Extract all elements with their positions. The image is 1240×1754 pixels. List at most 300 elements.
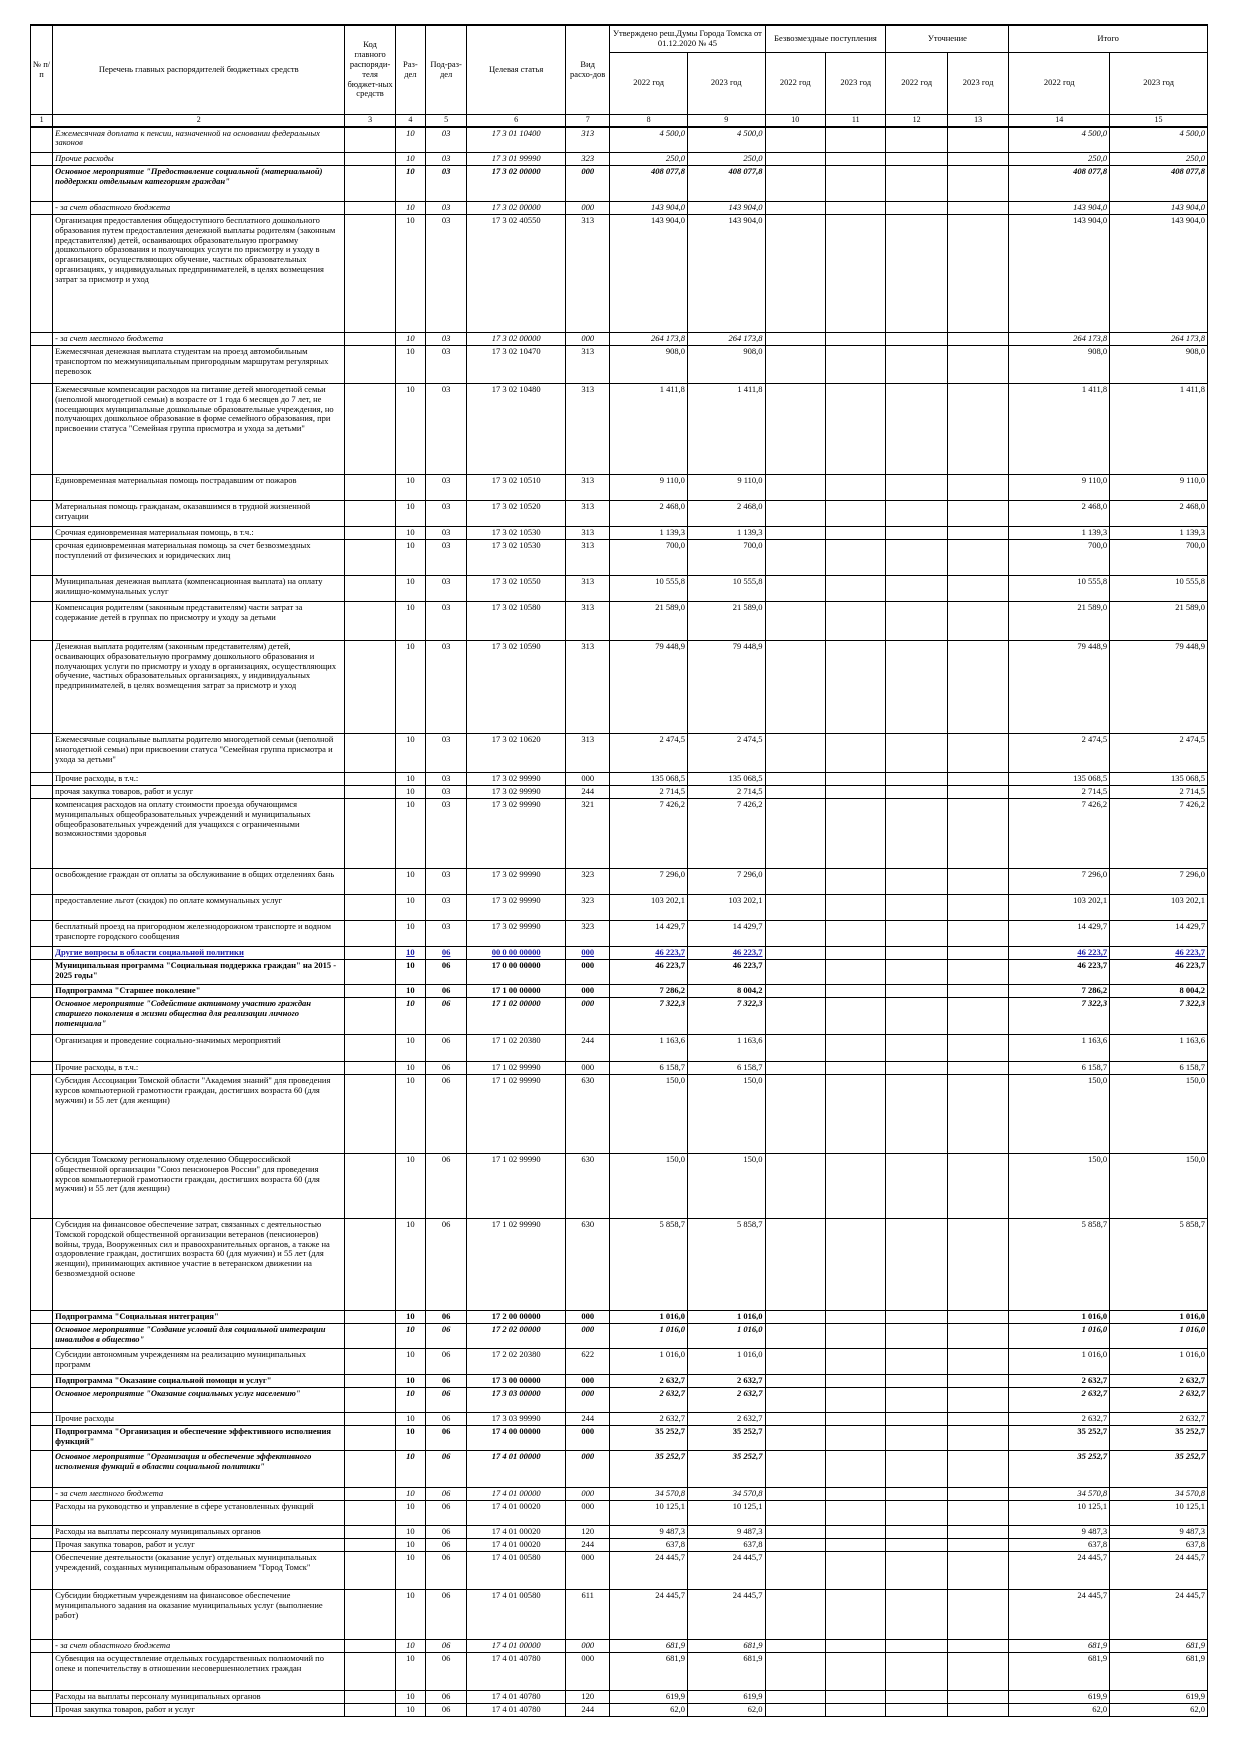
- row-gratuitous-2023: [825, 1590, 885, 1640]
- row-total-2023: 150,0: [1110, 1075, 1208, 1154]
- row-podrazdel: 06: [425, 1349, 466, 1375]
- row-number: [31, 1451, 53, 1488]
- row-podrazdel: 03: [425, 869, 466, 895]
- row-razdel: 10: [395, 1653, 425, 1691]
- row-approved-2022: 143 904,0: [610, 215, 688, 333]
- table-row: [31, 540, 1208, 576]
- row-clarify-2023: [947, 346, 1008, 384]
- row-number: [31, 202, 53, 215]
- row-podrazdel: 03: [425, 786, 466, 799]
- row-target: 17 3 02 99990: [467, 773, 566, 786]
- row-approved-2022: 250,0: [610, 153, 688, 166]
- row-total-2022: 2 632,7: [1009, 1375, 1110, 1388]
- row-razdel: 10: [395, 960, 425, 985]
- row-number: [31, 773, 53, 786]
- table-row: [31, 773, 1208, 786]
- row-clarify-2022: [886, 540, 947, 576]
- row-total-2022: 7 426,2: [1009, 799, 1110, 869]
- row-gratuitous-2023: [825, 475, 885, 501]
- row-clarify-2022: [886, 1451, 947, 1488]
- row-clarify-2022: [886, 576, 947, 602]
- row-vid: 000: [566, 166, 610, 202]
- row-gratuitous-2022: [765, 1451, 825, 1488]
- row-code: [345, 346, 395, 384]
- table-row: [31, 576, 1208, 602]
- row-number: [31, 1552, 53, 1590]
- row-gratuitous-2023: [825, 153, 885, 166]
- row-approved-2023: 408 077,8: [687, 166, 765, 202]
- row-clarify-2022: [886, 346, 947, 384]
- row-podrazdel: 06: [425, 1488, 466, 1501]
- row-name: Расходы на выплаты персоналу муниципальных органов: [53, 1691, 345, 1704]
- row-gratuitous-2022: [765, 346, 825, 384]
- row-razdel: 10: [395, 202, 425, 215]
- row-gratuitous-2022: [765, 1154, 825, 1219]
- row-approved-2023: 6 158,7: [687, 1062, 765, 1075]
- row-approved-2022: 79 448,9: [610, 641, 688, 734]
- row-number: [31, 1375, 53, 1388]
- row-number: [31, 1640, 53, 1653]
- row-code: [345, 1075, 395, 1154]
- header-code: Код главного распоряди-теля бюджет-ных средств: [345, 25, 395, 114]
- row-clarify-2022: [886, 1349, 947, 1375]
- row-total-2023: 135 068,5: [1110, 773, 1208, 786]
- row-total-2023: 908,0: [1110, 346, 1208, 384]
- row-number: [31, 576, 53, 602]
- row-razdel: 10: [395, 384, 425, 475]
- row-name: Муниципальная денежная выплата (компенсационная выплата) на оплату жилищно-коммунальных услуг: [53, 576, 345, 602]
- row-podrazdel: 03: [425, 527, 466, 540]
- row-approved-2023: 10 555,8: [687, 576, 765, 602]
- row-number: [31, 786, 53, 799]
- row-total-2022: 46 223,7: [1009, 960, 1110, 985]
- column-number: 8: [610, 114, 688, 127]
- row-razdel: 10: [395, 333, 425, 346]
- row-razdel: 10: [395, 127, 425, 153]
- row-number: [31, 895, 53, 921]
- row-total-2022: 4 500,0: [1009, 127, 1110, 153]
- row-total-2022: 1 016,0: [1009, 1324, 1110, 1349]
- row-approved-2023: 7 296,0: [687, 869, 765, 895]
- row-clarify-2023: [947, 1488, 1008, 1501]
- row-gratuitous-2023: [825, 1451, 885, 1488]
- row-clarify-2023: [947, 1062, 1008, 1075]
- row-clarify-2022: [886, 1590, 947, 1640]
- row-total-2022: 62,0: [1009, 1704, 1110, 1717]
- row-gratuitous-2023: [825, 127, 885, 153]
- row-clarify-2022: [886, 215, 947, 333]
- row-approved-2023: 35 252,7: [687, 1451, 765, 1488]
- table-row: [31, 475, 1208, 501]
- row-total-2022: 79 448,9: [1009, 641, 1110, 734]
- row-approved-2023: 2 714,5: [687, 786, 765, 799]
- row-clarify-2022: [886, 773, 947, 786]
- row-gratuitous-2022: [765, 1075, 825, 1154]
- row-gratuitous-2023: [825, 1388, 885, 1413]
- row-total-2023: 1 016,0: [1110, 1311, 1208, 1324]
- row-target: 17 3 02 99990: [467, 799, 566, 869]
- row-total-2022: 143 904,0: [1009, 202, 1110, 215]
- row-clarify-2022: [886, 921, 947, 947]
- row-code: [345, 384, 395, 475]
- row-clarify-2022: [886, 1488, 947, 1501]
- row-approved-2023: 46 223,7: [687, 947, 765, 960]
- row-podrazdel: 06: [425, 1501, 466, 1526]
- row-clarify-2022: [886, 1413, 947, 1426]
- row-total-2023: 2 632,7: [1110, 1375, 1208, 1388]
- row-name: Обеспечение деятельности (оказание услуг) отдельных муниципальных учреждений, созданных муниципальным образованием "Город Томск": [53, 1552, 345, 1590]
- column-number: 1: [31, 114, 53, 127]
- row-number: [31, 1349, 53, 1375]
- row-number: [31, 921, 53, 947]
- row-clarify-2023: [947, 576, 1008, 602]
- row-total-2022: 250,0: [1009, 153, 1110, 166]
- row-name: Муниципальная программа "Социальная поддержка граждан" на 2015 - 2025 годы": [53, 960, 345, 985]
- row-number: [31, 985, 53, 998]
- row-gratuitous-2022: [765, 895, 825, 921]
- row-clarify-2023: [947, 1704, 1008, 1717]
- header-podrazdel: Под-раз-дел: [425, 25, 466, 114]
- row-target: 17 3 02 40550: [467, 215, 566, 333]
- row-number: [31, 1219, 53, 1311]
- row-clarify-2023: [947, 1075, 1008, 1154]
- row-total-2023: 10 125,1: [1110, 1501, 1208, 1526]
- row-approved-2023: 9 110,0: [687, 475, 765, 501]
- row-code: [345, 1590, 395, 1640]
- row-approved-2023: 14 429,7: [687, 921, 765, 947]
- row-name: Субсидия Ассоциации Томской области "Академия знаний" для проведения курсов компьютерной грамотности граждан, достигших возраста 60 (для мужчин) и 55 лет (для женщин): [53, 1075, 345, 1154]
- row-name: Другие вопросы в области социальной политики: [53, 947, 345, 960]
- header-name: Перечень главных распорядителей бюджетных средств: [53, 25, 345, 114]
- budget-table: [30, 24, 1208, 1717]
- row-clarify-2023: [947, 641, 1008, 734]
- row-podrazdel: 06: [425, 1388, 466, 1413]
- row-total-2022: 264 173,8: [1009, 333, 1110, 346]
- row-gratuitous-2023: [825, 1501, 885, 1526]
- row-total-2022: 7 296,0: [1009, 869, 1110, 895]
- row-number: [31, 602, 53, 641]
- row-total-2023: 9 487,3: [1110, 1526, 1208, 1539]
- row-gratuitous-2023: [825, 1075, 885, 1154]
- row-code: [345, 1324, 395, 1349]
- row-target: 17 2 00 00000: [467, 1311, 566, 1324]
- row-gratuitous-2023: [825, 540, 885, 576]
- row-podrazdel: 06: [425, 1552, 466, 1590]
- table-row: [31, 734, 1208, 773]
- header-year: 2022 год: [610, 52, 688, 114]
- row-name: Прочие расходы: [53, 1413, 345, 1426]
- row-target: 17 4 01 00580: [467, 1552, 566, 1590]
- header-target: Целевая статья: [467, 25, 566, 114]
- row-vid: 313: [566, 127, 610, 153]
- row-number: [31, 384, 53, 475]
- row-podrazdel: 03: [425, 895, 466, 921]
- row-total-2022: 1 411,8: [1009, 384, 1110, 475]
- row-vid: 323: [566, 895, 610, 921]
- table-row: [31, 527, 1208, 540]
- row-gratuitous-2022: [765, 1691, 825, 1704]
- column-number: 5: [425, 114, 466, 127]
- row-gratuitous-2022: [765, 1388, 825, 1413]
- row-gratuitous-2023: [825, 346, 885, 384]
- column-number: 15: [1110, 114, 1208, 127]
- row-vid: 244: [566, 1035, 610, 1062]
- row-podrazdel: 06: [425, 1451, 466, 1488]
- row-target: 17 1 02 20380: [467, 1035, 566, 1062]
- row-gratuitous-2022: [765, 1501, 825, 1526]
- row-vid: 000: [566, 947, 610, 960]
- row-total-2022: 1 016,0: [1009, 1311, 1110, 1324]
- row-total-2023: 2 714,5: [1110, 786, 1208, 799]
- row-target: 17 3 02 00000: [467, 333, 566, 346]
- row-total-2023: 8 004,2: [1110, 985, 1208, 998]
- row-code: [345, 1640, 395, 1653]
- row-code: [345, 1501, 395, 1526]
- row-approved-2023: 4 500,0: [687, 127, 765, 153]
- row-podrazdel: 06: [425, 1375, 466, 1388]
- row-number: [31, 947, 53, 960]
- row-code: [345, 1154, 395, 1219]
- table-row: [31, 1062, 1208, 1075]
- row-podrazdel: 03: [425, 602, 466, 641]
- row-vid: 611: [566, 1590, 610, 1640]
- row-vid: 630: [566, 1219, 610, 1311]
- row-podrazdel: 03: [425, 346, 466, 384]
- row-target: 17 3 02 00000: [467, 166, 566, 202]
- row-number: [31, 1324, 53, 1349]
- row-clarify-2022: [886, 166, 947, 202]
- header-year: 2023 год: [687, 52, 765, 114]
- row-clarify-2022: [886, 786, 947, 799]
- row-total-2023: 7 322,3: [1110, 998, 1208, 1035]
- row-vid: 000: [566, 985, 610, 998]
- row-approved-2022: 681,9: [610, 1640, 688, 1653]
- row-target: 17 4 01 40780: [467, 1653, 566, 1691]
- row-target: 17 1 02 99990: [467, 1062, 566, 1075]
- row-name: Материальная помощь гражданам, оказавшимся в трудной жизненной ситуации: [53, 501, 345, 527]
- row-total-2022: 2 468,0: [1009, 501, 1110, 527]
- row-code: [345, 1451, 395, 1488]
- row-code: [345, 1426, 395, 1451]
- column-number: 7: [566, 114, 610, 127]
- row-vid: 323: [566, 153, 610, 166]
- row-approved-2023: 24 445,7: [687, 1552, 765, 1590]
- header-year: 2023 год: [947, 52, 1008, 114]
- row-name: Расходы на руководство и управление в сфере установленных функций: [53, 1501, 345, 1526]
- row-gratuitous-2023: [825, 895, 885, 921]
- row-gratuitous-2023: [825, 1035, 885, 1062]
- row-clarify-2023: [947, 602, 1008, 641]
- row-number: [31, 475, 53, 501]
- row-vid: 000: [566, 960, 610, 985]
- row-approved-2023: 135 068,5: [687, 773, 765, 786]
- row-name: срочная единовременная материальная помощь за счет безвозмездных поступлений от физических и юридических лиц: [53, 540, 345, 576]
- row-razdel: 10: [395, 1640, 425, 1653]
- row-vid: 313: [566, 576, 610, 602]
- row-total-2023: 637,8: [1110, 1539, 1208, 1552]
- row-name: Прочие расходы, в т.ч.:: [53, 1062, 345, 1075]
- row-name: Ежемесячные компенсации расходов на питание детей многодетной семьи (неполной многодетной семьи) в возрасте от 1 года 6 месяцев до 7 лет, не посещающих муниципальные дошкольные образовательные учреждения, но получающих дошкольное образование в форме семейного образования, при присвоении статуса "Семейная группа присмотра и ухода за детьми": [53, 384, 345, 475]
- row-vid: 000: [566, 1640, 610, 1653]
- row-total-2023: 6 158,7: [1110, 1062, 1208, 1075]
- row-name: Компенсация родителям (законным представителям) части затрат за содержание детей в группах по присмотру и уходу за детьми: [53, 602, 345, 641]
- row-clarify-2023: [947, 1451, 1008, 1488]
- row-podrazdel: 03: [425, 501, 466, 527]
- row-podrazdel: 06: [425, 985, 466, 998]
- row-razdel: 10: [395, 1691, 425, 1704]
- row-target: 17 3 02 10520: [467, 501, 566, 527]
- row-total-2023: 24 445,7: [1110, 1552, 1208, 1590]
- row-total-2022: 908,0: [1009, 346, 1110, 384]
- row-total-2023: 21 589,0: [1110, 602, 1208, 641]
- row-total-2022: 21 589,0: [1009, 602, 1110, 641]
- row-name: Основное мероприятие "Содействие активному участию граждан старшего поколения в жизни общества для реализации личного потенциала": [53, 998, 345, 1035]
- row-podrazdel: 06: [425, 1075, 466, 1154]
- row-number: [31, 960, 53, 985]
- row-number: [31, 1426, 53, 1451]
- row-podrazdel: 06: [425, 1324, 466, 1349]
- row-razdel: 10: [395, 153, 425, 166]
- row-clarify-2022: [886, 1526, 947, 1539]
- row-total-2022: 7 322,3: [1009, 998, 1110, 1035]
- row-clarify-2023: [947, 127, 1008, 153]
- row-clarify-2022: [886, 475, 947, 501]
- row-clarify-2022: [886, 960, 947, 985]
- row-gratuitous-2023: [825, 384, 885, 475]
- row-razdel: 10: [395, 576, 425, 602]
- row-approved-2022: 62,0: [610, 1704, 688, 1717]
- row-gratuitous-2022: [765, 202, 825, 215]
- row-approved-2023: 264 173,8: [687, 333, 765, 346]
- row-number: [31, 1311, 53, 1324]
- row-vid: 000: [566, 1324, 610, 1349]
- row-target: 17 3 02 99990: [467, 921, 566, 947]
- row-target: 17 1 02 99990: [467, 1075, 566, 1154]
- row-approved-2022: 681,9: [610, 1653, 688, 1691]
- row-code: [345, 475, 395, 501]
- row-clarify-2023: [947, 799, 1008, 869]
- row-clarify-2022: [886, 895, 947, 921]
- row-clarify-2023: [947, 202, 1008, 215]
- row-podrazdel: 06: [425, 1413, 466, 1426]
- header-year: 2022 год: [886, 52, 947, 114]
- row-clarify-2022: [886, 799, 947, 869]
- row-name: Прочие расходы: [53, 153, 345, 166]
- row-total-2023: 35 252,7: [1110, 1451, 1208, 1488]
- row-gratuitous-2022: [765, 333, 825, 346]
- row-approved-2022: 1 016,0: [610, 1311, 688, 1324]
- row-razdel: 10: [395, 215, 425, 333]
- table-row: [31, 985, 1208, 998]
- row-approved-2022: 34 570,8: [610, 1488, 688, 1501]
- header-year: 2023 год: [825, 52, 885, 114]
- row-podrazdel: 03: [425, 576, 466, 602]
- row-number: [31, 998, 53, 1035]
- row-name: Организация и проведение социально-значимых мероприятий: [53, 1035, 345, 1062]
- row-clarify-2023: [947, 1375, 1008, 1388]
- row-approved-2023: 7 426,2: [687, 799, 765, 869]
- row-gratuitous-2023: [825, 1413, 885, 1426]
- row-clarify-2023: [947, 527, 1008, 540]
- row-approved-2022: 2 632,7: [610, 1388, 688, 1413]
- row-approved-2022: 2 474,5: [610, 734, 688, 773]
- row-razdel: 10: [395, 734, 425, 773]
- row-code: [345, 202, 395, 215]
- row-podrazdel: 03: [425, 202, 466, 215]
- row-vid: 313: [566, 734, 610, 773]
- row-clarify-2023: [947, 947, 1008, 960]
- row-vid: 313: [566, 501, 610, 527]
- row-number: [31, 1413, 53, 1426]
- row-vid: 000: [566, 1501, 610, 1526]
- row-vid: 313: [566, 641, 610, 734]
- row-code: [345, 333, 395, 346]
- row-name: компенсация расходов на оплату стоимости проезда обучающимся муниципальных общеобразовательных учреждений и муниципальных общеобразовательных учреждений для учащихся с ограниченными возможностями здоровья: [53, 799, 345, 869]
- row-approved-2022: 2 714,5: [610, 786, 688, 799]
- row-approved-2023: 143 904,0: [687, 215, 765, 333]
- row-number: [31, 527, 53, 540]
- row-razdel: 10: [395, 1501, 425, 1526]
- row-clarify-2023: [947, 786, 1008, 799]
- row-code: [345, 734, 395, 773]
- row-number: [31, 215, 53, 333]
- row-clarify-2023: [947, 869, 1008, 895]
- table-row: [31, 1451, 1208, 1488]
- row-razdel: 10: [395, 602, 425, 641]
- row-gratuitous-2022: [765, 540, 825, 576]
- row-total-2022: 150,0: [1009, 1075, 1110, 1154]
- row-razdel: 10: [395, 985, 425, 998]
- table-row: [31, 1691, 1208, 1704]
- row-approved-2023: 2 474,5: [687, 734, 765, 773]
- row-gratuitous-2022: [765, 527, 825, 540]
- row-vid: 244: [566, 1704, 610, 1717]
- row-code: [345, 602, 395, 641]
- row-approved-2023: 35 252,7: [687, 1426, 765, 1451]
- row-approved-2023: 681,9: [687, 1640, 765, 1653]
- row-razdel: 10: [395, 1388, 425, 1413]
- row-approved-2023: 2 632,7: [687, 1375, 765, 1388]
- row-podrazdel: 06: [425, 1311, 466, 1324]
- row-approved-2023: 2 468,0: [687, 501, 765, 527]
- row-code: [345, 527, 395, 540]
- row-approved-2023: 1 163,6: [687, 1035, 765, 1062]
- table-row: [31, 1426, 1208, 1451]
- row-podrazdel: 03: [425, 921, 466, 947]
- row-name: Субвенция на осуществление отдельных государственных полномочий по опеке и попечительству в отношении несовершеннолетних граждан: [53, 1653, 345, 1691]
- row-vid: 000: [566, 1375, 610, 1388]
- row-gratuitous-2022: [765, 1062, 825, 1075]
- row-gratuitous-2022: [765, 384, 825, 475]
- row-podrazdel: 06: [425, 1219, 466, 1311]
- row-approved-2023: 62,0: [687, 1704, 765, 1717]
- row-total-2022: 9 110,0: [1009, 475, 1110, 501]
- column-number: 12: [886, 114, 947, 127]
- row-name: - за счет местного бюджета: [53, 333, 345, 346]
- row-approved-2022: 21 589,0: [610, 602, 688, 641]
- row-target: 17 3 00 00000: [467, 1375, 566, 1388]
- row-code: [345, 1526, 395, 1539]
- row-vid: 000: [566, 1552, 610, 1590]
- row-approved-2022: 5 858,7: [610, 1219, 688, 1311]
- row-name: Подпрограмма "Организация и обеспечение эффективного исполнения функций": [53, 1426, 345, 1451]
- row-total-2023: 1 163,6: [1110, 1035, 1208, 1062]
- row-clarify-2022: [886, 985, 947, 998]
- row-number: [31, 1539, 53, 1552]
- row-podrazdel: 03: [425, 773, 466, 786]
- row-number: [31, 346, 53, 384]
- row-clarify-2022: [886, 153, 947, 166]
